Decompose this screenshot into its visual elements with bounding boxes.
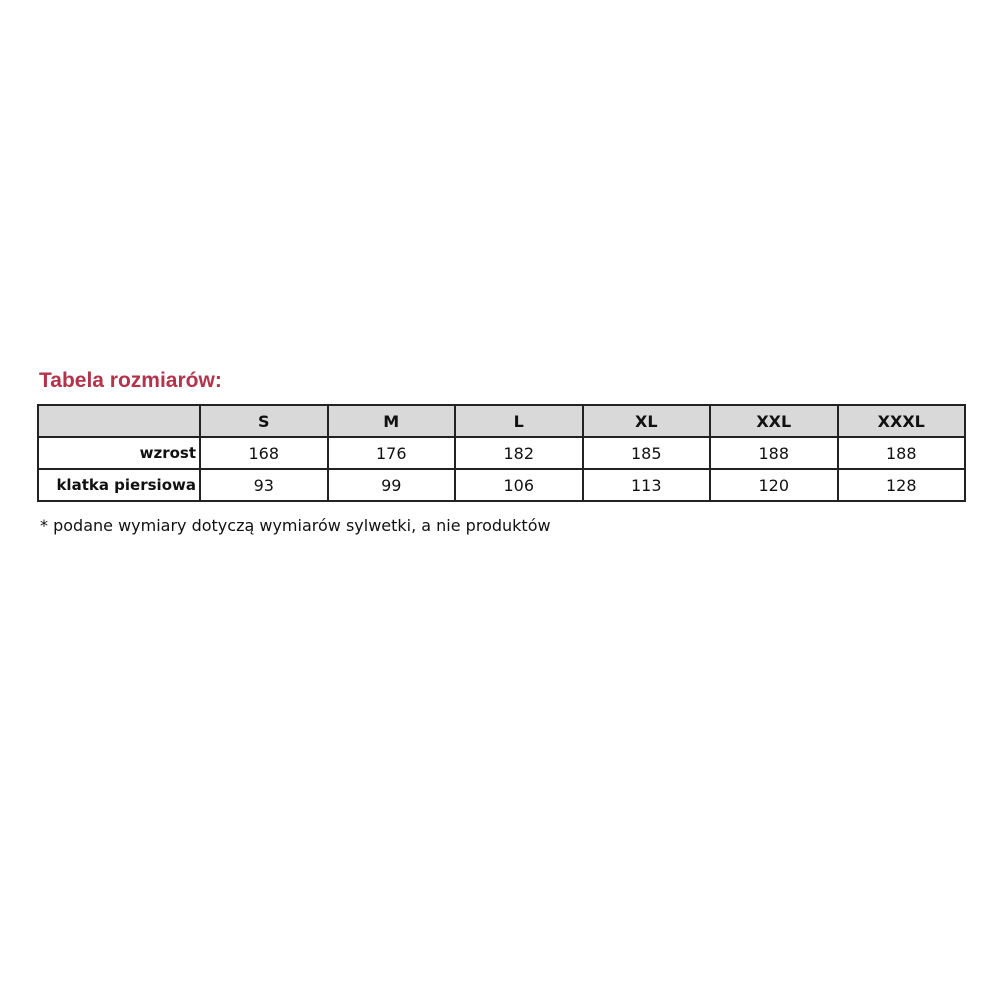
footnote: * podane wymiary dotyczą wymiarów sylwetki, a nie produktów: [40, 516, 551, 535]
page-title: Tabela rozmiarów:: [39, 369, 222, 392]
row-label-chest: klatka piersiowa: [38, 469, 200, 501]
table-cell: 113: [583, 469, 711, 501]
table-cell: 188: [710, 437, 838, 469]
size-header-xxxl: XXXL: [838, 405, 966, 437]
size-header-xl: XL: [583, 405, 711, 437]
row-label-height: wzrost: [38, 437, 200, 469]
table-cell: 188: [838, 437, 966, 469]
size-header-m: M: [328, 405, 456, 437]
table-cell: 106: [455, 469, 583, 501]
table-cell: 120: [710, 469, 838, 501]
size-chart-table: [37, 404, 966, 502]
size-header-l: L: [455, 405, 583, 437]
table-cell: 168: [200, 437, 328, 469]
size-header-s: S: [200, 405, 328, 437]
table-row-chest: [38, 469, 965, 501]
corner-cell: [38, 405, 200, 437]
table-cell: 128: [838, 469, 966, 501]
table-cell: 176: [328, 437, 456, 469]
table-cell: 93: [200, 469, 328, 501]
size-header-xxl: XXL: [710, 405, 838, 437]
table-row-height: [38, 437, 965, 469]
table-cell: 185: [583, 437, 711, 469]
table-cell: 99: [328, 469, 456, 501]
table-cell: 182: [455, 437, 583, 469]
header-row: [38, 405, 965, 437]
